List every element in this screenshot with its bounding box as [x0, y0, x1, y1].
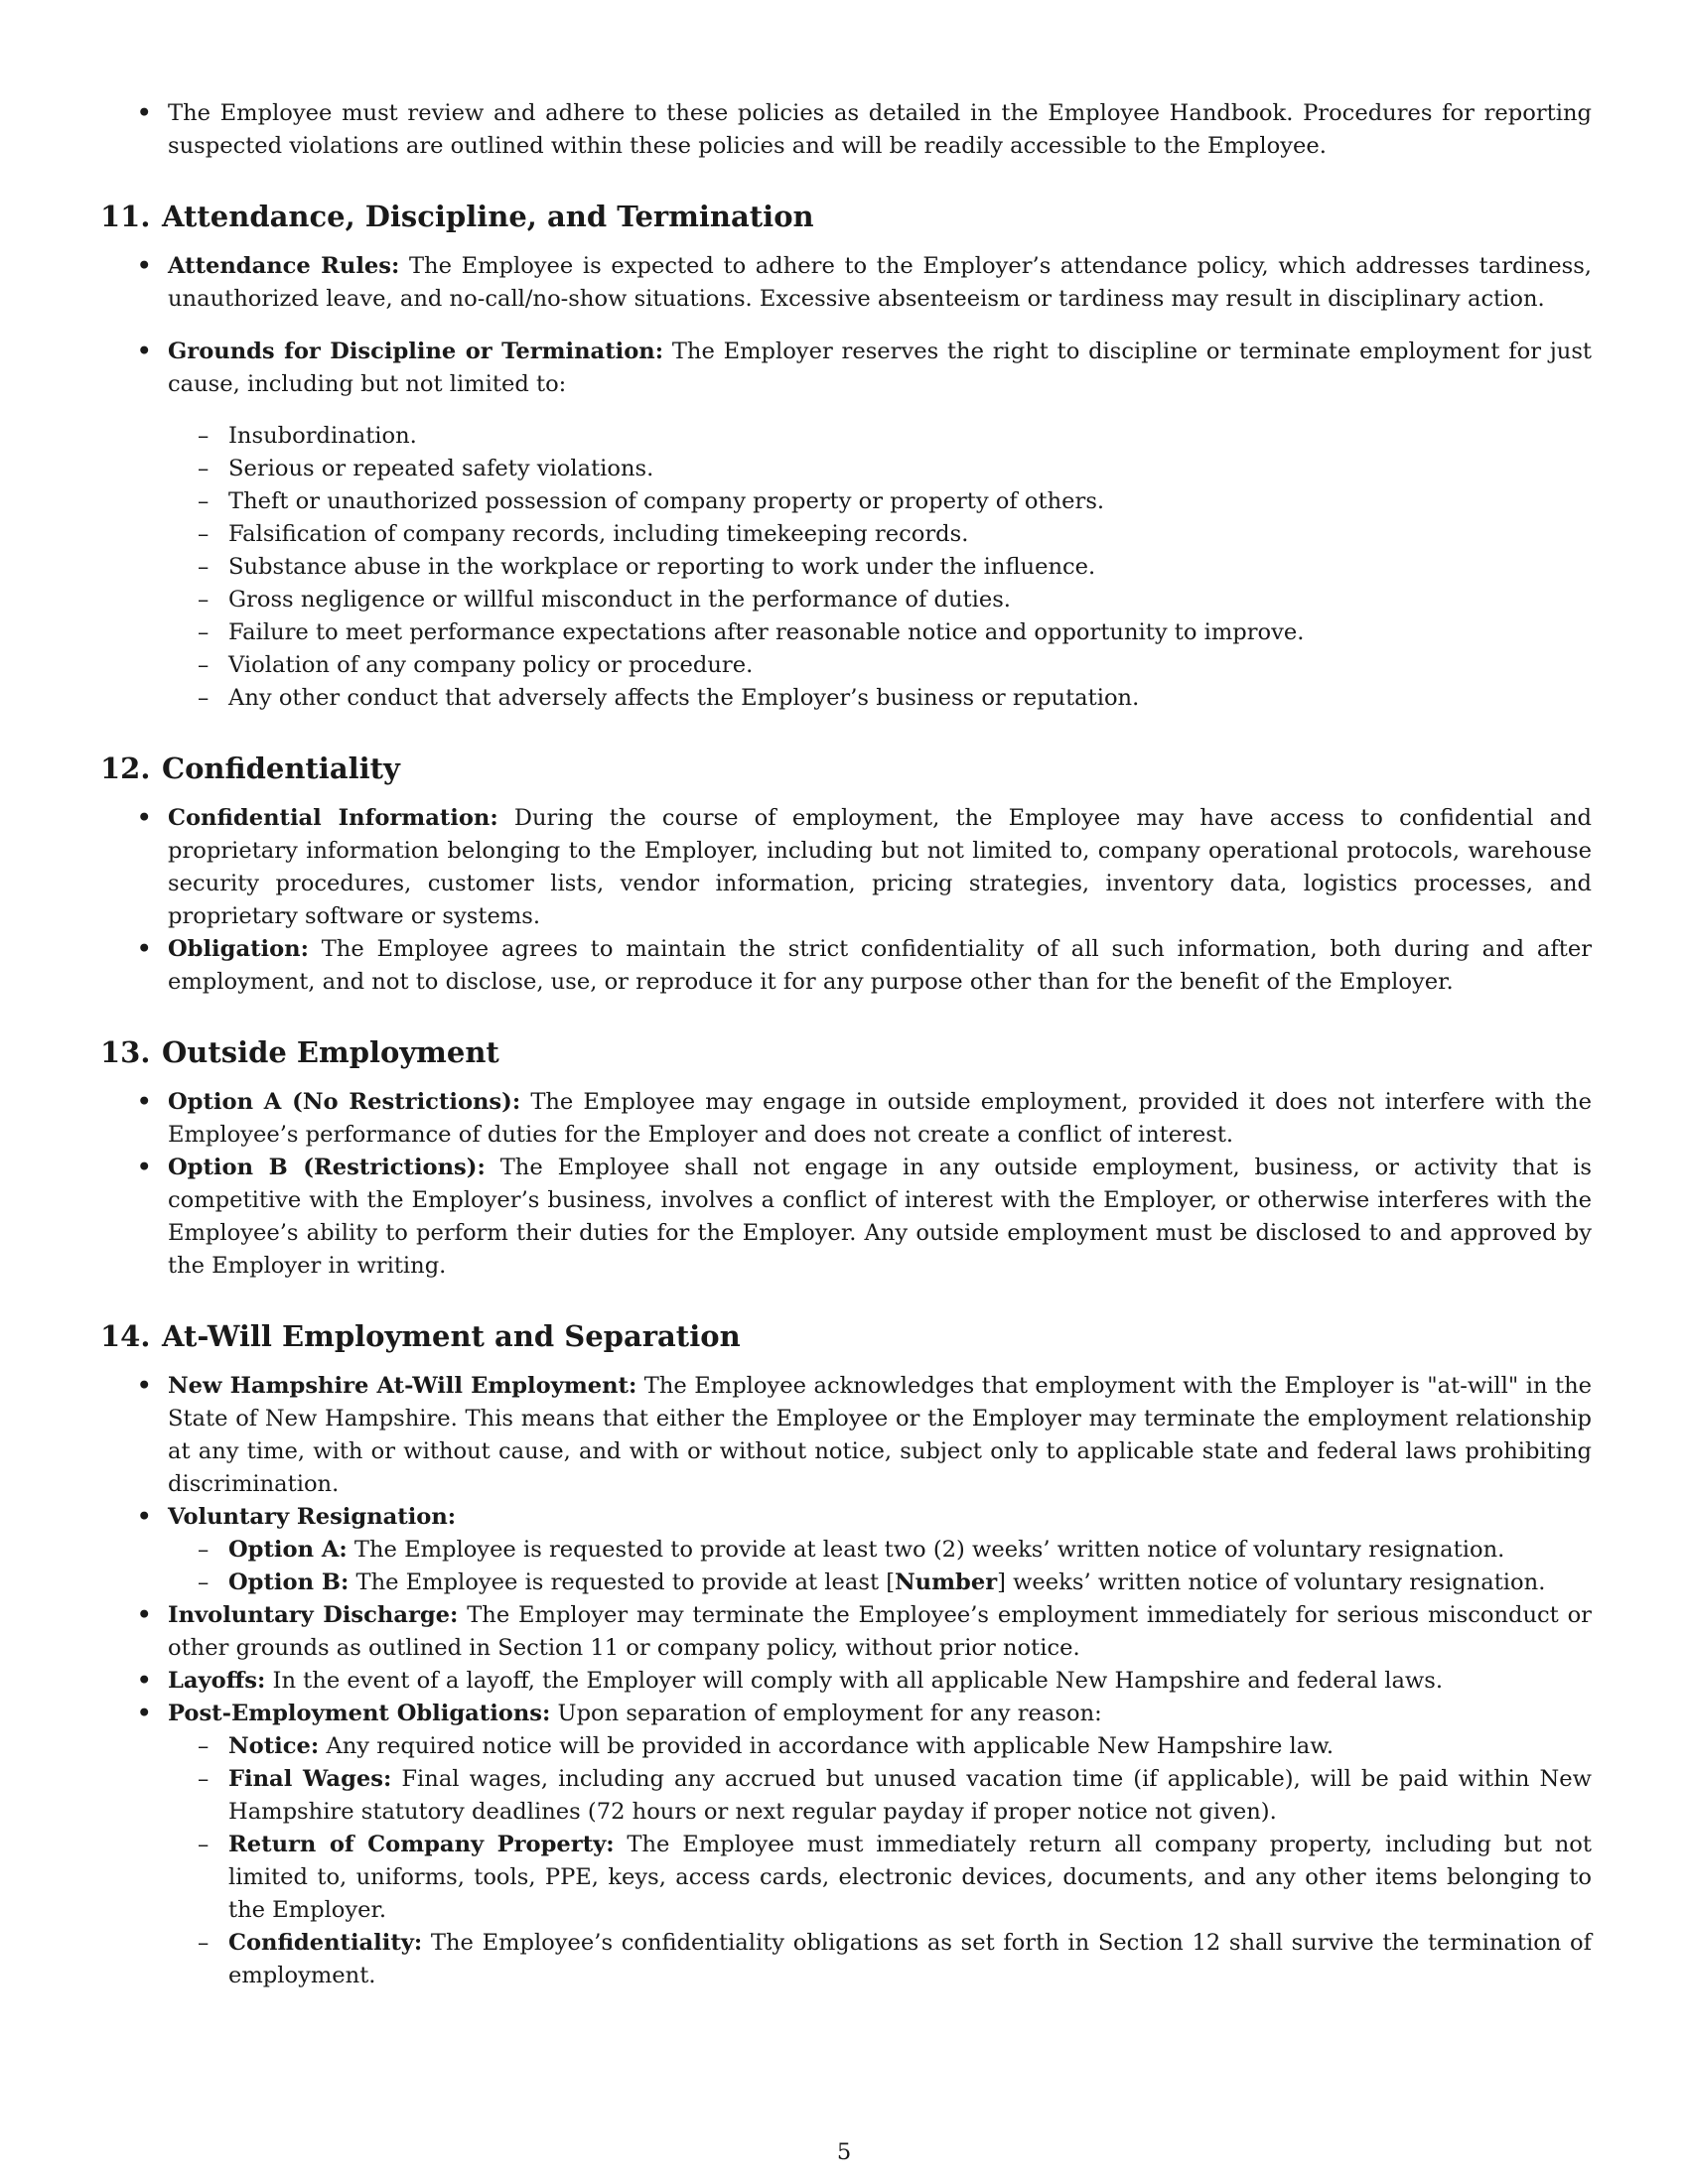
section-14-heading	[100, 1318, 1592, 1354]
at-will-label: New Hampshire At-Will Employment:	[168, 1373, 637, 1399]
post-notice-item	[100, 1730, 1592, 1763]
grounds-list-item: – Serious or repeated safety violations.	[100, 453, 1592, 485]
resignation-option-a-text: The Employee is requested to provide at least two (2) weeks’ written notice of voluntary resignation.	[347, 1537, 1505, 1563]
grounds-list-item: – Theft or unauthorized possession of company property or property of others.	[100, 485, 1592, 518]
grounds-list-item: – Falsification of company records, including timekeeping records.	[100, 518, 1592, 551]
outside-option-a-item	[100, 1086, 1592, 1152]
post-final-wages-item	[100, 1763, 1592, 1829]
section-14-number: 14.	[100, 1319, 151, 1353]
confidential-information-item	[100, 802, 1592, 933]
section-11-heading	[100, 199, 1592, 234]
intro-bullet	[100, 97, 1592, 163]
section-13-number: 13.	[100, 1035, 151, 1069]
obligation-text: The Employee agrees to maintain the strict confidentiality of all such information, both during and after employment, and not to disclose, use, or reproduce it for any purpose other than for the benefit of the Employer.	[168, 936, 1592, 995]
outside-option-a-text: The Employee may engage in outside employment, provided it does not interfere with the Employee’s performance of duties for the Employer and does not create a conflict of interest.	[168, 1089, 1592, 1148]
post-return-property-label: Return of Company Property:	[228, 1832, 615, 1857]
resignation-option-a-label: Option A:	[228, 1537, 348, 1563]
post-confidentiality-item	[100, 1927, 1592, 1992]
post-return-property-text: The Employee must immediately return all company property, including but not limited to, uniforms, tools, PPE, keys, access cards, electronic devices, documents, and any other items belonging to the Employer.	[228, 1832, 1592, 1923]
grounds-list-item: – Substance abuse in the workplace or reporting to work under the influence.	[100, 551, 1592, 584]
resignation-number-placeholder: Number	[895, 1570, 998, 1595]
post-confidentiality-text: The Employee’s confidentiality obligations as set forth in Section 12 shall survive the termination of employment.	[228, 1930, 1592, 1988]
outside-option-b-label: Option B (Restrictions):	[168, 1155, 486, 1180]
grounds-list	[100, 420, 1592, 715]
resignation-option-b-item	[100, 1567, 1592, 1599]
resignation-option-b-text-1: The Employee is requested to provide at least [	[349, 1570, 896, 1595]
grounds-list-item: – Violation of any company policy or procedure.	[100, 649, 1592, 682]
section-12-title: Confidentiality	[162, 751, 400, 785]
obligation-label: Obligation:	[168, 936, 309, 962]
section-14-title: At-Will Employment and Separation	[162, 1319, 741, 1353]
attendance-rules-item	[100, 250, 1592, 316]
section-11-title: Attendance, Discipline, and Termination	[162, 200, 814, 233]
voluntary-resignation-item	[100, 1501, 1592, 1534]
resignation-option-b-label: Option B:	[228, 1570, 350, 1595]
grounds-text: The Employer reserves the right to discipline or terminate employment for just cause, including but not limited to:	[168, 339, 1593, 397]
post-employment-label: Post-Employment Obligations:	[168, 1701, 551, 1726]
grounds-list-item: – Insubordination.	[100, 420, 1592, 453]
post-notice-text: Any required notice will be provided in accordance with applicable New Hampshire law.	[319, 1733, 1335, 1759]
involuntary-discharge-item	[100, 1599, 1592, 1665]
attendance-rules-label: Attendance Rules:	[168, 253, 400, 279]
grounds-list-item: – Gross negligence or willful misconduct in the performance of duties.	[100, 584, 1592, 616]
involuntary-discharge-label: Involuntary Discharge:	[168, 1602, 459, 1628]
section-13-heading	[100, 1034, 1592, 1070]
post-final-wages-label: Final Wages:	[228, 1766, 392, 1792]
grounds-list-item: – Any other conduct that adversely affects the Employer’s business or reputation.	[100, 682, 1592, 715]
resignation-option-a-item	[100, 1534, 1592, 1567]
section-11-number: 11.	[100, 200, 151, 233]
obligation-item	[100, 933, 1592, 999]
layoffs-label: Layoffs:	[168, 1668, 266, 1694]
intro-bullet-text: The Employee must review and adhere to these policies as detailed in the Employee Handbook. Procedures for reporting suspected violations are outlined within these policies and will be readily accessible to the Employee.	[168, 100, 1592, 159]
at-will-text: The Employee acknowledges that employment with the Employer is "at-will" in the State of New Hampshire. This means that either the Employee or the Employer may terminate the employment relationship at any time, with or without cause, and with or without notice, subject only to applicable state and federal laws prohibiting discrimination.	[168, 1373, 1592, 1497]
confidential-information-label: Confidential Information:	[168, 805, 498, 831]
post-employment-text: Upon separation of employment for any reason:	[550, 1701, 1102, 1726]
outside-option-b-item	[100, 1152, 1592, 1283]
confidential-information-text: During the course of employment, the Employee may have access to confidential and proprietary information belonging to the Employer, including but not limited to, company operational protocols, warehouse security procedures, customer lists, vendor information, pricing strategies, inventory data, logistics processes, and proprietary software or systems.	[168, 805, 1592, 929]
section-13-title: Outside Employment	[162, 1035, 499, 1069]
post-final-wages-text: Final wages, including any accrued but unused vacation time (if applicable), will be paid within New Hampshire statutory deadlines (72 hours or next regular payday if proper notice not given).	[228, 1766, 1592, 1825]
grounds-label: Grounds for Discipline or Termination:	[168, 339, 664, 364]
post-employment-item	[100, 1698, 1592, 1730]
resignation-option-b-text-2: ] weeks’ written notice of voluntary resignation.	[997, 1570, 1546, 1595]
voluntary-resignation-label: Voluntary Resignation:	[168, 1504, 457, 1530]
page-number: 5	[836, 2139, 852, 2165]
outside-option-b-text: The Employee shall not engage in any outside employment, business, or activity that is competitive with the Employer’s business, involves a conflict of interest with the Employer, or otherwise interferes with the Employee’s ability to perform their duties for the Employer. Any outside employment must be disclosed to and approved by the Employer in writing.	[168, 1155, 1592, 1279]
layoffs-text: In the event of a layoff, the Employer will comply with all applicable New Hampshire and federal laws.	[265, 1668, 1444, 1694]
involuntary-discharge-text: The Employer may terminate the Employee’s employment immediately for serious misconduct or other grounds as outlined in Section 11 or company policy, without prior notice.	[168, 1602, 1592, 1661]
post-confidentiality-label: Confidentiality:	[228, 1930, 423, 1956]
post-return-property-item	[100, 1829, 1592, 1927]
layoffs-item	[100, 1665, 1592, 1698]
section-12-heading	[100, 751, 1592, 786]
outside-option-a-label: Option A (No Restrictions):	[168, 1089, 521, 1115]
post-notice-label: Notice:	[228, 1733, 320, 1759]
grounds-list-item: – Failure to meet performance expectations after reasonable notice and opportunity to improve.	[100, 616, 1592, 649]
grounds-item	[100, 336, 1592, 401]
at-will-item	[100, 1370, 1592, 1501]
section-12-number: 12.	[100, 751, 151, 785]
document-page	[100, 97, 1592, 1992]
attendance-rules-text: The Employee is expected to adhere to the Employer’s attendance policy, which addresses tardiness, unauthorized leave, and no-call/no-show situations. Excessive absenteeism or tardiness may result in disciplinary action.	[168, 253, 1592, 312]
